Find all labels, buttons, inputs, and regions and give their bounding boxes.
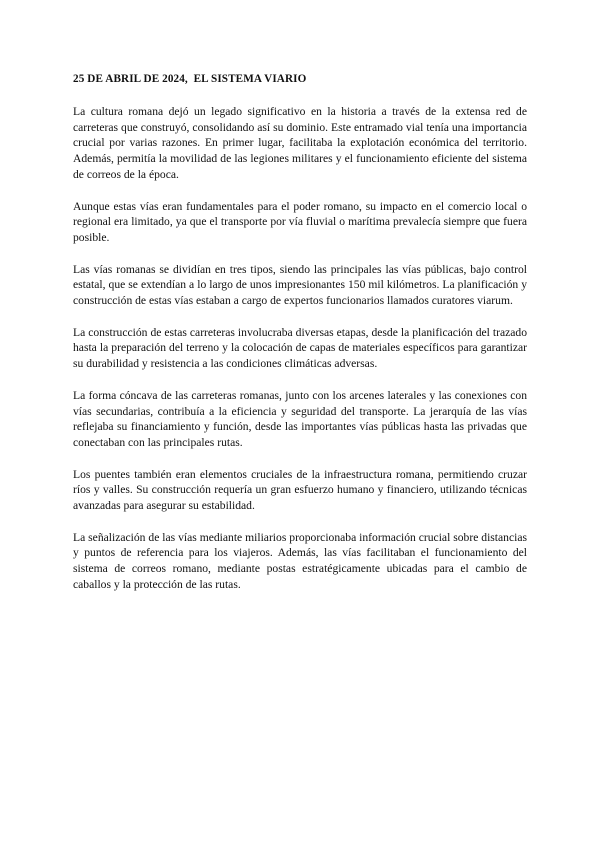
paragraph-milestones: La señalización de las vías mediante miliarios proporcionaba información crucial sobre distancias y puntos de referencia para los viajeros. Además, las vías facilitaban el funcionamiento del sistema de correos romano, mediante postas estratégicamente ubicadas para el cambio de caballos y la protección de las rutas.: [73, 530, 527, 591]
paragraph-construction: La construcción de estas carreteras involucraba diversas etapas, desde la planificación del trazado hasta la preparación del terreno y la colocación de capas de materiales específicos para garantizar su durabilidad y resistencia a las condiciones climáticas adversas.: [73, 325, 527, 371]
document-page: [73, 72, 527, 609]
document-title: 25 DE ABRIL DE 2024, EL SISTEMA VIARIO: [73, 73, 307, 85]
paragraph-bridges: Los puentes también eran elementos cruciales de la infraestructura romana, permitiendo cruzar ríos y valles. Su construcción requería un gran esfuerzo humano y financiero, utilizando técnicas avanzadas para asegurar su estabilidad.: [73, 467, 527, 513]
paragraph-road-shape: La forma cóncava de las carreteras romanas, junto con los arcenes laterales y las conexiones con vías secundarias, contribuía a la eficiencia y seguridad del transporte. La jerarquía de las vías reflejaba su financiamiento y función, desde las importantes vías públicas hasta las privadas que conectaban con las principales rutas.: [73, 388, 527, 449]
paragraph-trade-impact: Aunque estas vías eran fundamentales para el poder romano, su impacto en el comercio local o regional era limitado, ya que el transporte por vía fluvial o marítima prevalecía siempre que fuera posible.: [73, 199, 527, 244]
paragraph-roman-legacy: La cultura romana dejó un legado significativo en la historia a través de la extensa red de carreteras que construyó, consolidando así su dominio. Este entramado vial tenía una importancia crucial por varias razones. En primer lugar, facilitaba la explotación económica del territorio. Además, permitía la movilidad de las legiones militares y el funcionamiento eficiente del sistema de correos de la época.: [73, 105, 527, 181]
paragraph-road-types: Las vías romanas se dividían en tres tipos, siendo las principales las vías públicas, bajo control estatal, que se extendían a lo largo de unos impresionantes 150 mil kilómetros. La planificación y construcción de estas vías estaban a cargo de expertos funcionarios llamados curatores viarum.: [73, 262, 527, 308]
